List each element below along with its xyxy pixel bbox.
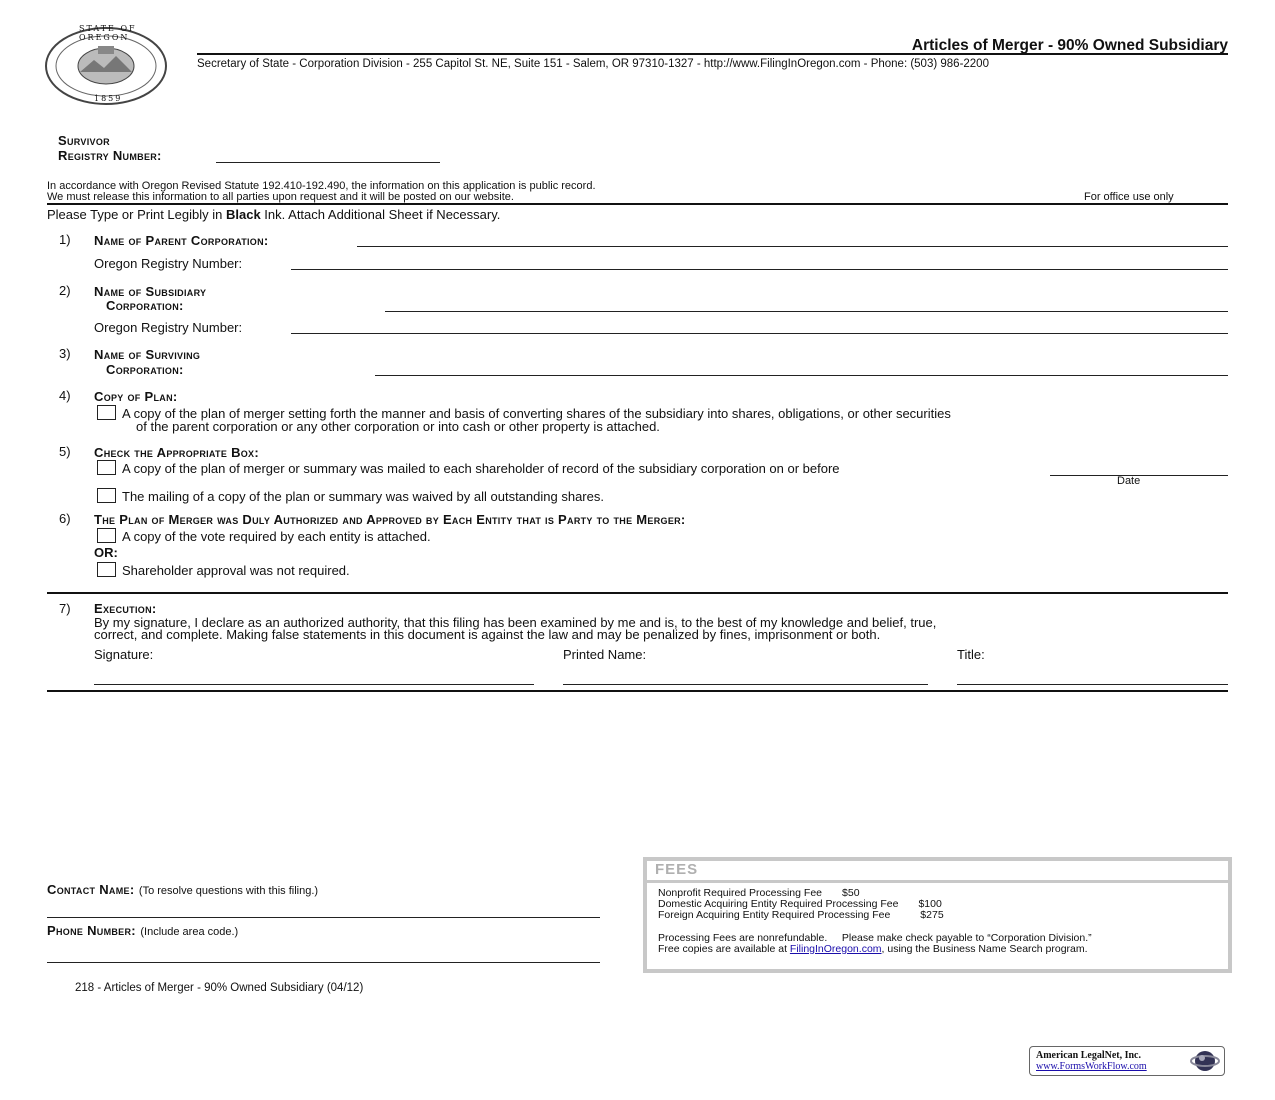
subsidiary-corp-label-1: Name of Subsidiary <box>94 284 207 299</box>
fee-row-foreign: Foreign Acquiring Entity Required Processing Fee $275 <box>658 909 944 921</box>
or-label: OR: <box>94 545 118 560</box>
fee-row-domestic: Domestic Acquiring Entity Required Processing Fee $100 <box>658 898 942 910</box>
state-seal <box>44 26 170 106</box>
date-label: Date <box>1117 475 1141 487</box>
fees-note-2: Free copies are available at FilingInOregon.com, using the Business Name Search program. <box>658 943 1088 955</box>
fees-box <box>643 857 1232 973</box>
parent-registry-input[interactable] <box>291 255 1228 270</box>
contact-name-label: Contact Name: <box>47 882 135 897</box>
phone-number-hint: (Include area code.) <box>140 926 239 938</box>
plan-mailed-text: A copy of the plan of merger or summary was mailed to each shareholder of record of the subsidiary corporation on or before <box>122 461 840 476</box>
section-6-number: 6) <box>59 511 71 526</box>
plan-attached-checkbox[interactable] <box>97 405 116 420</box>
printed-name-input[interactable] <box>563 670 928 685</box>
phone-number-label: Phone Number: <box>47 923 136 938</box>
legalnet-badge[interactable] <box>1029 1046 1225 1076</box>
globe-icon <box>1188 1049 1222 1073</box>
section-2-number: 2) <box>59 283 71 298</box>
seal-text: STATE OF OREGON <box>79 24 137 42</box>
badge-name: American LegalNet, Inc. <box>1036 1050 1141 1061</box>
filing-link[interactable]: FilingInOregon.com <box>789 943 882 955</box>
subsidiary-registry-input[interactable] <box>291 319 1228 334</box>
public-record-notice-2: We must release this information to all parties upon request and it will be posted on our website. <box>47 191 514 203</box>
contact-name-row <box>47 881 318 899</box>
surviving-corp-label-1: Name of Surviving <box>94 347 201 362</box>
subsidiary-corp-label-2: Corporation: <box>106 298 184 313</box>
surviving-corp-label-2: Corporation: <box>106 362 184 377</box>
page-title: Articles of Merger - 90% Owned Subsidiary <box>911 37 1228 54</box>
title-label: Title: <box>957 647 985 662</box>
mailing-waived-checkbox[interactable] <box>97 488 116 503</box>
section-3-number: 3) <box>59 346 71 361</box>
notice-rule <box>47 203 1228 205</box>
section-1-number: 1) <box>59 232 71 247</box>
execution-text-1: By my signature, I declare as an authorized authority, that this filing has been examined by me and is, to the best of my knowledge and belief, true, <box>94 615 937 630</box>
fees-heading: FEES <box>655 861 699 878</box>
no-shareholder-approval-checkbox[interactable] <box>97 562 116 577</box>
plan-mailed-checkbox[interactable] <box>97 460 116 475</box>
header-rule <box>197 53 1228 55</box>
form-id: 218 - Articles of Merger - 90% Owned Subsidiary (04/12) <box>75 982 364 994</box>
instructions: Please Type or Print Legibly in Black Ink. Attach Additional Sheet if Necessary. <box>47 207 501 222</box>
header-address: Secretary of State - Corporation Division - 255 Capitol St. NE, Suite 151 - Salem, OR 97310-1327 - http://www.FilingInOregon.com - Phone: (503) 986-2200 <box>197 58 989 70</box>
signature-label: Signature: <box>94 647 154 662</box>
execution-bottom-rule <box>47 690 1228 692</box>
title-input[interactable] <box>957 670 1228 685</box>
fees-note-1: Processing Fees are nonrefundable. Please make check payable to “Corporation Division.” <box>658 932 1092 944</box>
survivor-registry-input[interactable] <box>216 148 440 163</box>
execution-text-2: correct, and complete. Making false statements in this document is against the law and may be penalized by fines, imprisonment or both. <box>94 627 881 642</box>
subsidiary-registry-label: Oregon Registry Number: <box>94 320 243 335</box>
parent-registry-label: Oregon Registry Number: <box>94 256 243 271</box>
section-4-number: 4) <box>59 388 71 403</box>
parent-corp-input[interactable] <box>357 232 1228 247</box>
survivor-registry-label: Registry Number: <box>58 148 162 163</box>
copy-of-plan-label: Copy of Plan: <box>94 389 178 404</box>
fees-heading-rule <box>647 880 1228 883</box>
survivor-label: Survivor <box>58 133 110 148</box>
office-use-label: For office use only <box>1084 191 1174 203</box>
execution-label: Execution: <box>94 601 157 616</box>
mailing-waived-text: The mailing of a copy of the plan or summary was waived by all outstanding shares. <box>122 489 604 504</box>
mailing-date-input[interactable] <box>1050 461 1228 476</box>
parent-corp-label: Name of Parent Corporation: <box>94 233 269 248</box>
printed-name-label: Printed Name: <box>563 647 647 662</box>
plan-approved-label: The Plan of Merger was Duly Authorized and Approved by Each Entity that is Party to the Merger: <box>94 512 686 527</box>
contact-name-input[interactable] <box>47 903 600 918</box>
check-box-label: Check the Appropriate Box: <box>94 445 259 460</box>
signature-input[interactable] <box>94 670 534 685</box>
badge-url: www.FormsWorkFlow.com <box>1036 1061 1147 1072</box>
execution-top-rule <box>47 592 1228 594</box>
phone-number-row <box>47 922 238 940</box>
fee-row-nonprofit: Nonprofit Required Processing Fee $50 <box>658 887 860 899</box>
section-7-number: 7) <box>59 601 71 616</box>
seal-year: 1859 <box>94 94 123 103</box>
vote-attached-checkbox[interactable] <box>97 528 116 543</box>
section-5-number: 5) <box>59 444 71 459</box>
phone-number-input[interactable] <box>47 948 600 963</box>
contact-name-hint: (To resolve questions with this filing.) <box>138 885 319 897</box>
plan-attached-text-1: A copy of the plan of merger setting forth the manner and basis of converting shares of the subsidiary into shares, obligations, or other securities <box>122 406 951 421</box>
subsidiary-corp-input[interactable] <box>385 297 1228 312</box>
plan-attached-text-2: of the parent corporation or any other corporation or into cash or other property is attached. <box>136 419 660 434</box>
no-shareholder-approval-text: Shareholder approval was not required. <box>122 563 350 578</box>
surviving-corp-input[interactable] <box>375 361 1228 376</box>
vote-attached-text: A copy of the vote required by each entity is attached. <box>122 529 431 544</box>
public-record-notice-1: In accordance with Oregon Revised Statute 192.410-192.490, the information on this application is public record. <box>47 180 596 192</box>
